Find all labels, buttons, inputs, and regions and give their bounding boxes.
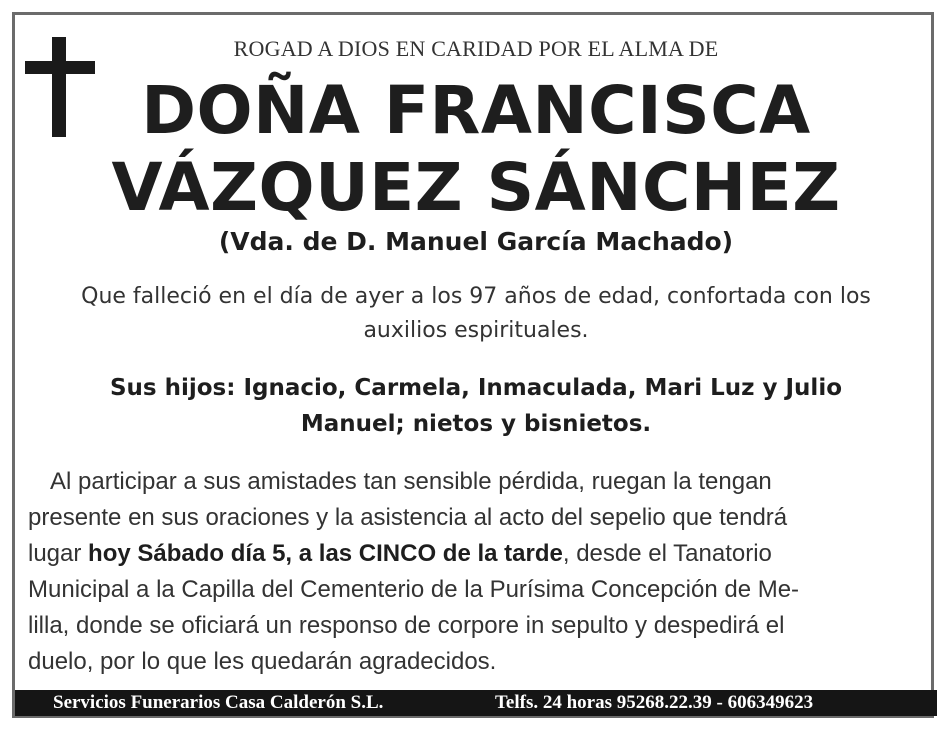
widow-of-line: (Vda. de D. Manuel García Machado) xyxy=(218,227,734,256)
invitation-paragraph xyxy=(28,464,916,680)
invitation-line: duelo, por lo que les quedarán agradecidos. xyxy=(28,648,497,675)
death-paragraph xyxy=(0,280,952,348)
ceremony-time: hoy Sábado día 5, a las CINCO de la tarde xyxy=(88,540,563,567)
invitation-line: lilla, donde se oficiará un responso de corpore in sepulto y despedirá el xyxy=(28,612,785,639)
invitation-line xyxy=(28,536,916,572)
deceased-name-line1: DOÑA FRANCISCA xyxy=(141,72,811,149)
deceased-name-line2: VÁZQUEZ SÁNCHEZ xyxy=(111,149,841,226)
invitation-text: , desde el Tanatorio xyxy=(562,540,772,567)
family-line: Sus hijos: Ignacio, Carmela, Inmaculada, Mari Luz y Julio xyxy=(109,375,843,401)
invitation-line: Municipal a la Capilla del Cementerio de la Purísima Concepción de Me- xyxy=(28,576,800,603)
family-paragraph xyxy=(0,370,952,442)
phone-numbers: Telfs. 24 horas 95268.22.39 - 606349623 xyxy=(495,692,814,713)
death-line: Que falleció en el día de ayer a los 97 años de edad, confortada con los xyxy=(81,284,871,309)
invitation-text: lugar xyxy=(28,540,89,567)
funeral-company: Servicios Funerarios Casa Calderón S.L. xyxy=(53,692,384,713)
family-line: Manuel; nietos y bisnietos. xyxy=(300,411,652,437)
intro-line: ROGAD A DIOS EN CARIDAD POR EL ALMA DE xyxy=(233,36,719,61)
death-line: auxilios espirituales. xyxy=(363,318,589,343)
footer-bar xyxy=(15,690,937,716)
invitation-line: Al participar a sus amistades tan sensible pérdida, ruegan la tengan xyxy=(50,468,772,495)
invitation-line: presente en sus oraciones y la asistencia al acto del sepelio que tendrá xyxy=(28,504,788,531)
